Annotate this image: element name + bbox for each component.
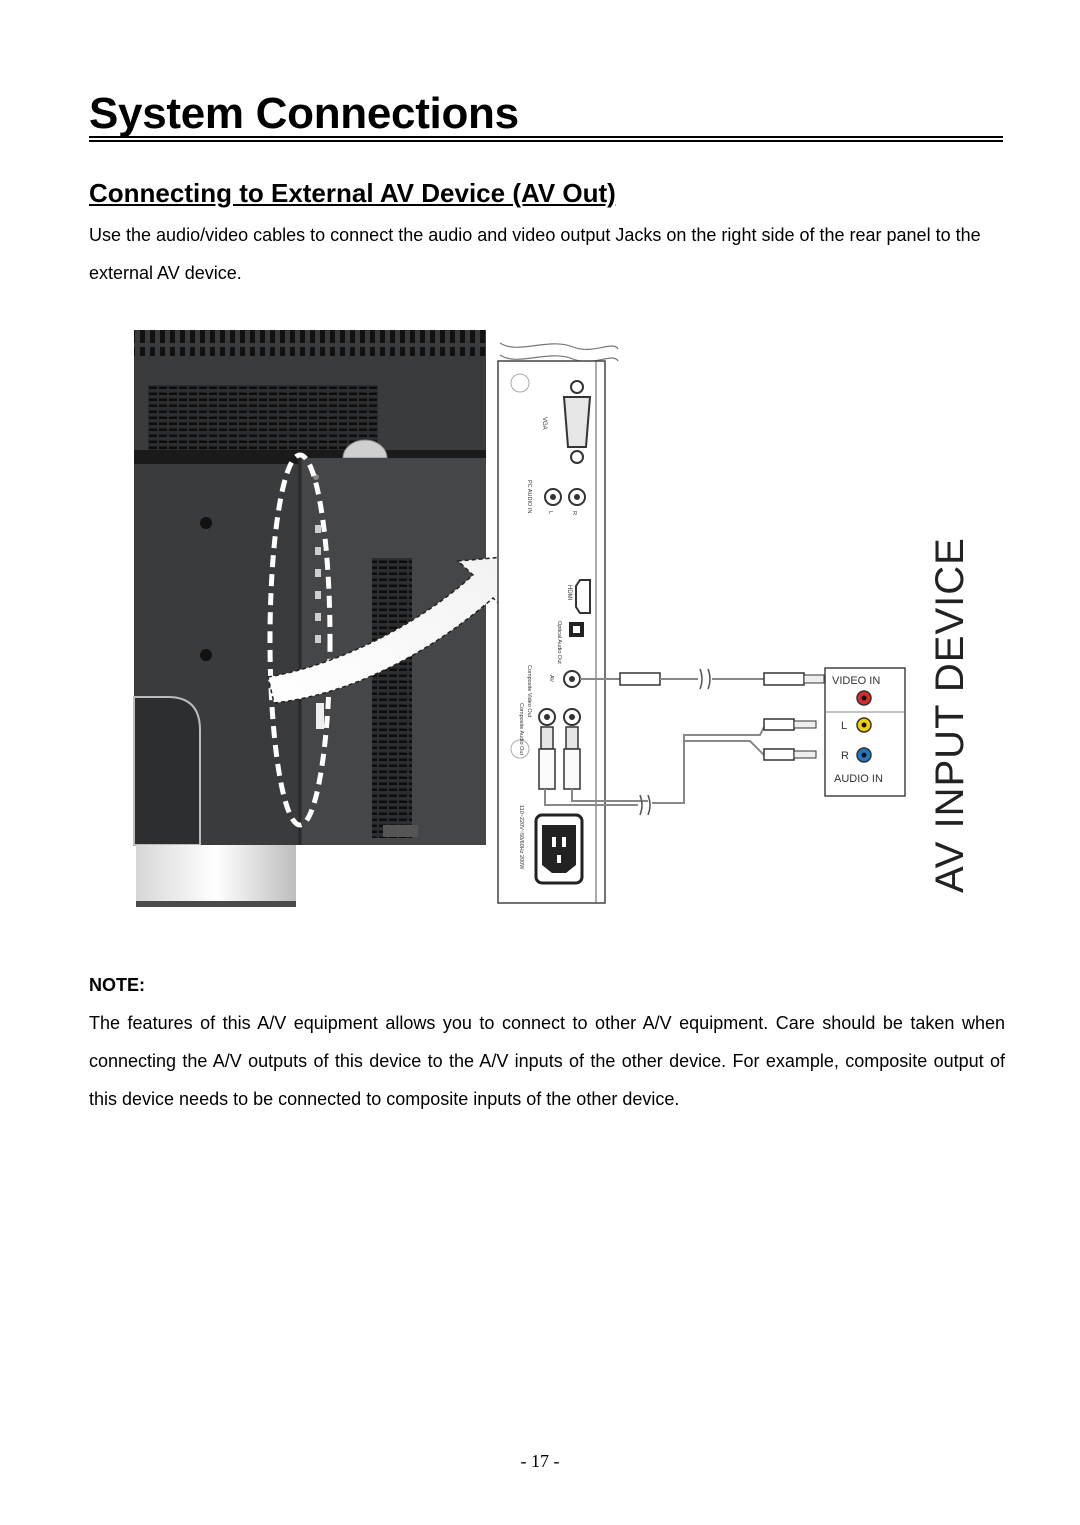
page-title: System Connections bbox=[89, 89, 519, 138]
power-label: 110~220V~50/60Hz 200W bbox=[518, 805, 524, 870]
title-rule bbox=[89, 136, 1003, 142]
composite-video-label: Composite Video Out bbox=[526, 665, 532, 718]
av-label: AV bbox=[548, 675, 554, 682]
av-input-device-title: AV INPUT DEVICE bbox=[928, 537, 972, 893]
note-paragraph: The features of this A/V equipment allows you to connect to other A/V equipment. Care should be taken when connecting the A/V outputs of this device to the A/V inputs of the other device. For example, composite output of this device needs to be connected to composite inputs of the other device. bbox=[89, 1013, 1005, 1109]
section-heading: Connecting to External AV Device (AV Out) bbox=[89, 178, 616, 208]
connection-diagram bbox=[128, 325, 978, 915]
optical-label: Optical Audio Out bbox=[556, 621, 562, 664]
audio-in-label: AUDIO IN bbox=[834, 773, 883, 785]
hdmi-label: HDMI bbox=[566, 585, 572, 601]
page-number: - 17 - bbox=[520, 1451, 560, 1471]
av-input-device bbox=[825, 537, 972, 893]
pc-audio-r-label: R bbox=[571, 511, 577, 515]
intro-paragraph: Use the audio/video cables to connect the audio and video output Jacks on the right side of the rear panel to the external AV device. bbox=[89, 225, 981, 283]
vga-label: VGA bbox=[541, 417, 547, 430]
pc-audio-in-label: PC AUDIO IN bbox=[526, 480, 532, 514]
composite-audio-label: Composite Audio Out bbox=[518, 703, 524, 755]
rear-connector-panel bbox=[498, 343, 618, 903]
right-label: R bbox=[841, 750, 849, 762]
note-label: NOTE: bbox=[89, 975, 145, 995]
left-label: L bbox=[841, 720, 848, 732]
video-in-label: VIDEO IN bbox=[832, 675, 881, 687]
video-cable bbox=[580, 669, 804, 689]
pc-audio-l-label: L bbox=[547, 511, 553, 515]
